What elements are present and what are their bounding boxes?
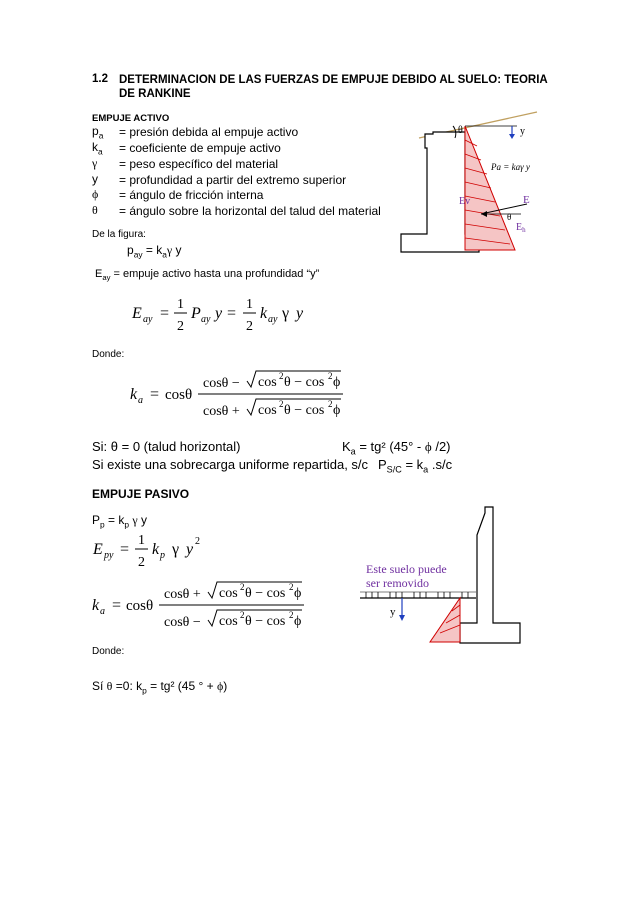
pay-formula: $p_{ay} = k_a\gamma$ y <box>127 243 182 260</box>
svg-text:2: 2 <box>138 555 145 570</box>
passive-donde-label: Donde: <box>92 646 125 657</box>
donde-label: Donde: <box>92 349 125 360</box>
pp-formula: $P_p = k_p$ γ y <box>92 513 148 530</box>
svg-text:cos: cos <box>258 403 277 418</box>
surcharge-formula: $P_{S/C} = k_a$ .s/c <box>378 457 453 475</box>
svg-text:py: py <box>104 550 114 561</box>
horizontal-case-text: Si: θ = 0 (talud horizontal) <box>92 439 241 454</box>
def-text: = peso específico del material <box>119 157 279 171</box>
svg-text:γ: γ <box>172 541 180 558</box>
svg-text:p: p <box>160 550 165 561</box>
passive-wall <box>460 507 520 643</box>
svg-text:P: P <box>191 305 201 322</box>
svg-text:ϕ: ϕ <box>294 586 302 601</box>
section-title: DETERMINACION DE LAS FUERZAS DE EMPUJE DEBIDO AL SUELO: TEORIA DE RANKINE <box>119 74 548 100</box>
svg-text:=: = <box>150 386 160 403</box>
svg-text:k: k <box>260 305 268 322</box>
svg-text:2: 2 <box>328 399 333 409</box>
eay-description: $E_{ay}$ = empuje activo hasta una profundidad “y” <box>95 268 320 283</box>
svg-text:2: 2 <box>289 582 294 592</box>
theta-small-label: θ <box>507 212 512 222</box>
passive-heading: EMPUJE PASIVO <box>92 487 190 501</box>
svg-text:γ: γ <box>282 305 290 322</box>
passive-pressure-diagram <box>430 598 460 642</box>
svg-text:a: a <box>100 606 105 617</box>
svg-text:cos: cos <box>219 586 238 601</box>
def-text: = profundidad a partir del extremo superior <box>119 173 347 187</box>
svg-text:2: 2 <box>240 582 245 592</box>
svg-text:ay: ay <box>268 314 278 325</box>
section-number: 1.2 <box>92 73 108 85</box>
theta-label: θ <box>458 125 463 136</box>
svg-text:cosθ +: cosθ + <box>203 404 240 419</box>
e-label: E <box>523 194 530 206</box>
svg-text:1: 1 <box>246 297 253 312</box>
svg-text:cosθ −: cosθ − <box>164 615 201 630</box>
svg-text:2: 2 <box>279 399 284 409</box>
svg-text:cosθ +: cosθ + <box>164 587 201 602</box>
def-text: = ángulo sobre la horizontal del talud del material <box>119 204 381 218</box>
svg-text:ϕ: ϕ <box>333 375 341 390</box>
svg-text:cosθ: cosθ <box>165 387 193 403</box>
svg-text:θ − cos: θ − cos <box>245 614 286 629</box>
def-symbol: ϕ <box>92 187 99 201</box>
svg-text:E: E <box>93 541 103 558</box>
def-text: = coeficiente de empuje activo <box>119 141 281 155</box>
svg-text:y: y <box>296 305 304 322</box>
svg-text:E: E <box>132 305 142 322</box>
svg-text:cos: cos <box>219 614 238 629</box>
svg-text:2: 2 <box>328 371 333 381</box>
svg-text:y: y <box>215 305 223 322</box>
svg-text:ϕ: ϕ <box>294 614 302 629</box>
svg-text:cosθ: cosθ <box>126 598 154 614</box>
svg-text:1: 1 <box>138 533 145 548</box>
svg-text:1: 1 <box>177 297 184 312</box>
svg-text:cos: cos <box>258 375 277 390</box>
svg-text:=: = <box>160 305 170 322</box>
svg-text:cosθ −: cosθ − <box>203 376 240 391</box>
svg-text:ay: ay <box>201 314 211 325</box>
svg-text:θ − cos: θ − cos <box>284 403 325 418</box>
def-text: = presión debida al empuje activo <box>119 125 299 139</box>
svg-text:=: = <box>120 541 130 558</box>
svg-text:2: 2 <box>289 610 294 620</box>
def-symbol: y <box>92 172 98 186</box>
svg-text:2: 2 <box>246 319 253 334</box>
passive-y-arrow-icon <box>399 615 405 621</box>
svg-text:k: k <box>152 541 160 558</box>
def-text: = ángulo de fricción interna <box>119 188 264 202</box>
removable-soil-note-1: Este suelo puede <box>366 562 447 576</box>
y-arrow-icon <box>509 134 515 139</box>
eay-formula <box>120 290 320 336</box>
ka-formula <box>125 367 355 423</box>
svg-text:2: 2 <box>195 536 200 547</box>
def-symbol: $p_a$ <box>92 124 104 141</box>
from-figure-label: De la figura: <box>92 229 146 240</box>
passive-final-formula: Sí θ =0: $k_p = tg^2$ (45 ° + ϕ) <box>92 679 228 696</box>
kp-formula <box>88 578 313 634</box>
svg-text:a: a <box>138 395 143 406</box>
svg-text:ϕ: ϕ <box>333 403 341 418</box>
svg-text:θ − cos: θ − cos <box>284 375 325 390</box>
svg-text:θ − cos: θ − cos <box>245 586 286 601</box>
surcharge-text: Si existe una sobrecarga uniforme repartida, s/c <box>92 457 369 472</box>
svg-text:2: 2 <box>240 610 245 620</box>
y-label: y <box>520 126 525 137</box>
svg-text:=: = <box>227 305 237 322</box>
epy-formula <box>88 524 218 570</box>
ev-label: Ev <box>459 196 471 207</box>
removable-soil-note-2: ser removido <box>366 576 429 590</box>
active-pressure-figure <box>395 108 545 258</box>
def-symbol: θ <box>92 203 98 217</box>
svg-text:2: 2 <box>177 319 184 334</box>
eh-label: $E_h$ <box>516 222 526 234</box>
pa-label: Pa = kaγ y <box>491 162 530 172</box>
svg-text:k: k <box>130 386 138 403</box>
active-heading: EMPUJE ACTIVO <box>92 113 170 124</box>
passive-pressure-figure <box>360 505 525 647</box>
svg-text:y: y <box>186 541 194 558</box>
def-symbol: γ <box>92 156 98 170</box>
svg-text:ay: ay <box>143 314 153 325</box>
svg-text:2: 2 <box>279 371 284 381</box>
def-symbol: $k_a$ <box>92 140 103 157</box>
svg-text:k: k <box>92 597 100 614</box>
ka-horizontal-formula: $K_a = tg^2$ (45° - ϕ /2) <box>342 439 451 457</box>
svg-text:=: = <box>112 597 122 614</box>
passive-y-label: y <box>390 606 396 618</box>
